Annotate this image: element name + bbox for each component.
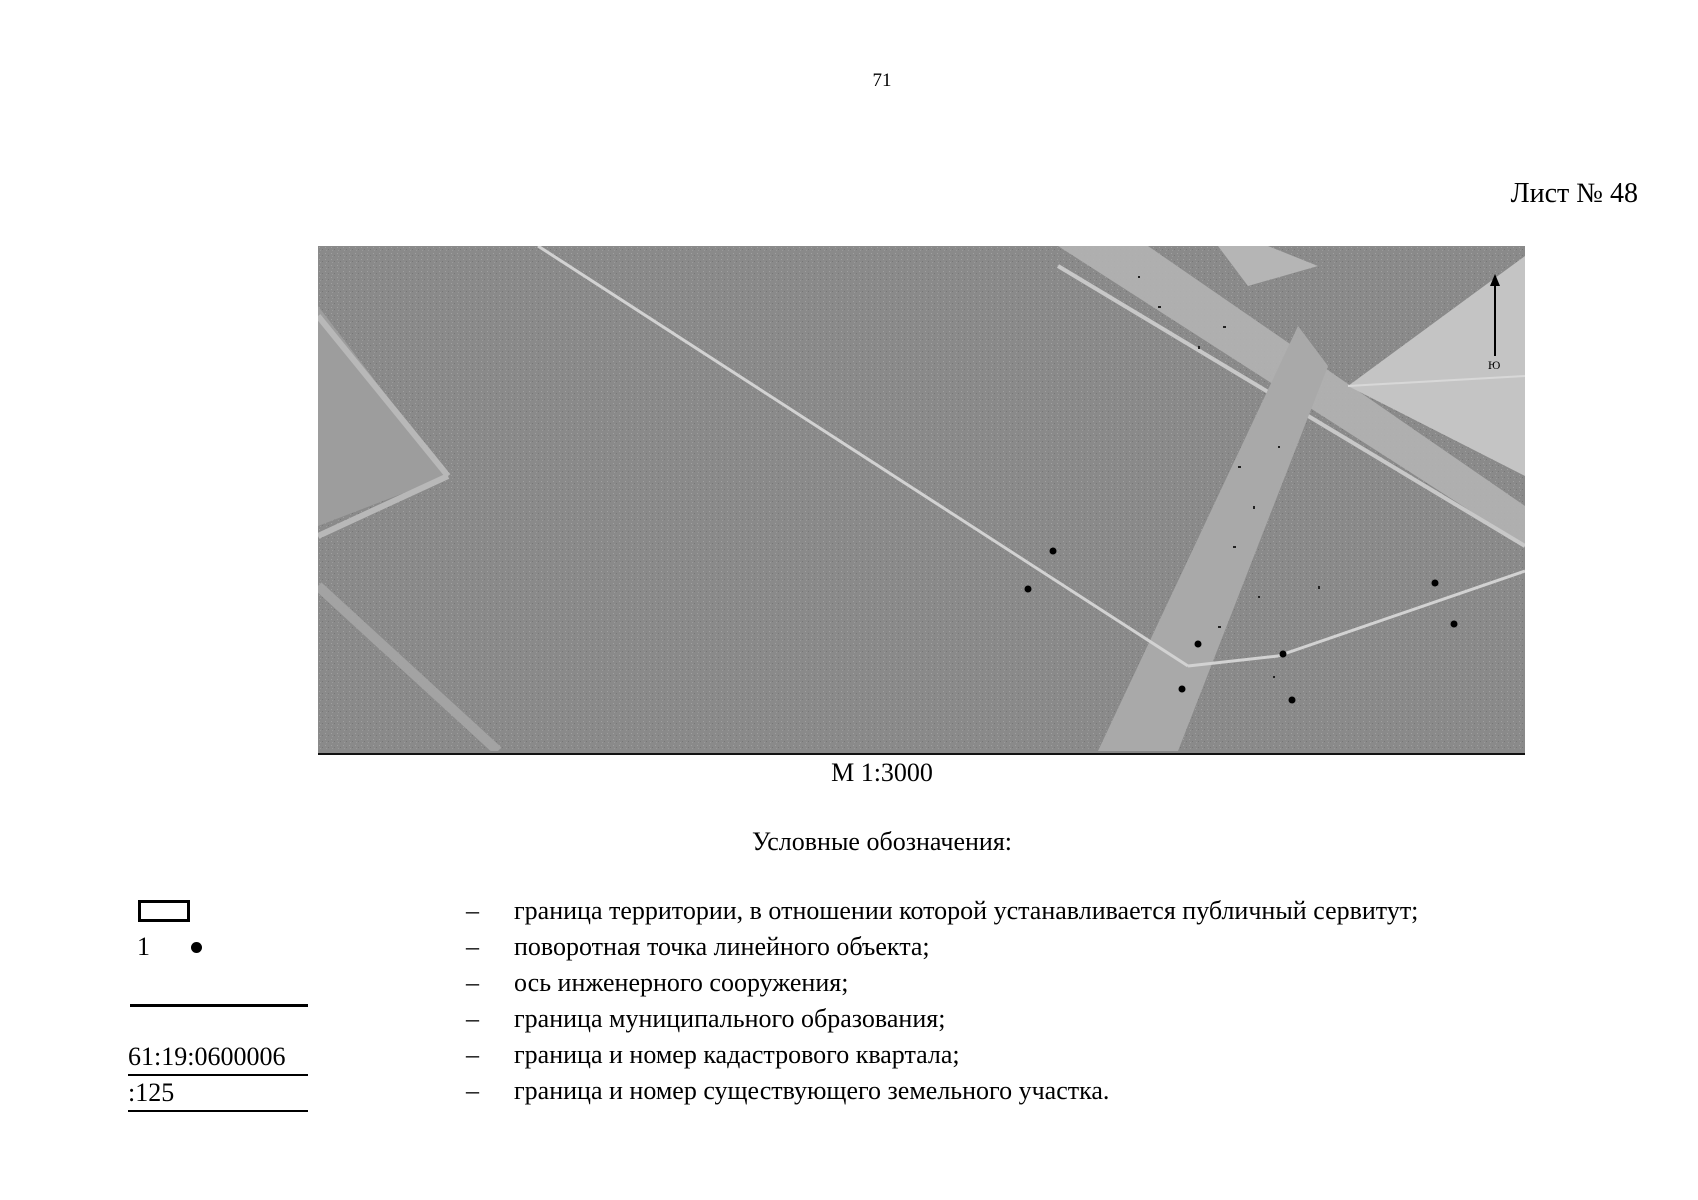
turning-point — [1195, 641, 1202, 648]
turning-point — [1280, 651, 1287, 658]
map-image — [318, 246, 1525, 751]
boundary-rect-symbol — [138, 900, 190, 922]
legend-description: поворотная точка линейного объекта; — [514, 932, 930, 961]
sheet-label: Лист № 48 — [1510, 178, 1638, 209]
turning-point — [1432, 580, 1439, 587]
scale-label: М 1:3000 — [831, 758, 933, 787]
legend-row — [0, 1040, 1698, 1076]
turning-point — [1289, 697, 1296, 704]
turning-point — [1179, 686, 1186, 693]
legend-dash: – — [466, 896, 479, 925]
legend-title: Условные обозначения: — [751, 827, 1013, 856]
legend-row — [0, 932, 1698, 968]
north-arrow-label: Ю — [1488, 358, 1501, 372]
map-frame — [318, 246, 1525, 755]
point-number-symbol: 1 — [137, 932, 150, 961]
turning-point — [1451, 621, 1458, 628]
legend-row — [0, 1004, 1698, 1040]
legend-dash: – — [466, 1004, 479, 1033]
legend-row — [0, 896, 1698, 932]
legend-row — [0, 1076, 1698, 1112]
legend-description: граница территории, в отношении которой устанавливается публичный сервитут; — [514, 896, 1419, 925]
turning-point — [1025, 586, 1032, 593]
map-background — [318, 246, 1525, 751]
legend-dash: – — [466, 932, 479, 961]
land-plot-symbol: :125 — [128, 1076, 308, 1112]
point-dot-symbol — [191, 942, 202, 953]
legend-description: граница и номер кадастрового квартала; — [514, 1040, 960, 1069]
legend-description: граница муниципального образования; — [514, 1004, 946, 1033]
legend-dash: – — [466, 1040, 479, 1069]
legend-dash: – — [466, 968, 479, 997]
municipal-boundary-line-symbol — [130, 1004, 308, 1007]
page-number: 71 — [872, 70, 892, 91]
cadastral-quarter-symbol: 61:19:0600006 — [128, 1040, 308, 1076]
legend-row — [0, 968, 1698, 1004]
legend-dash: – — [466, 1076, 479, 1105]
legend-description: граница и номер существующего земельного участка. — [514, 1076, 1110, 1105]
turning-point — [1050, 548, 1057, 555]
legend-description: ось инженерного сооружения; — [514, 968, 849, 997]
